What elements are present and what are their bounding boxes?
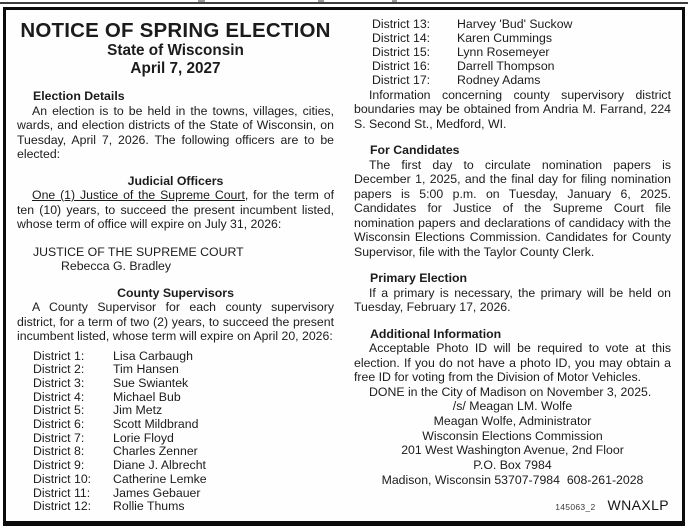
signature-line: Wisconsin Elections Commission [422,428,603,443]
supreme-court-office-line: JUSTICE OF THE SUPREME COURT [33,244,244,259]
district-candidate-name: Karen Cummings [457,30,552,45]
district-candidate-name: Diane J. Albrecht [113,458,206,473]
notice-title: NOTICE OF SPRING ELECTION [20,19,331,42]
primary-election-heading: Primary Election [370,271,468,286]
district-row [33,363,334,377]
district-row [33,473,334,487]
district-row [33,432,334,446]
district-candidate-name: Lorie Floyd [113,430,174,445]
district-row [372,32,671,46]
judicial-officers-body-rest: , for the term of ten (10) years, to succeed the present incumbent listed, whose term of office will expire on July 31, 2026: [17,188,334,231]
district-row [33,459,334,473]
district-label: District 3: [33,375,85,390]
district-label: District 6: [33,417,85,432]
district-row [372,18,671,32]
district-label: District 2: [33,362,85,377]
election-details-heading: Election Details [33,89,125,103]
district-label: District 1: [33,348,85,363]
supreme-court-incumbent: Rebecca G. Bradley [61,259,172,273]
district-row [372,46,671,60]
district-label: District 7: [33,430,85,445]
district-row [33,418,334,432]
election-details-body: An election is to be held in the towns, villages, cities, wards, and election districts of the State of Wisconsin, on Tuesday, April 7, 2026. The following officers are to be elected: [17,103,334,161]
notice-border-box [3,7,685,526]
district-candidate-name: Michael Bub [113,389,181,404]
district-row [372,60,671,74]
for-candidates-body: The first day to circulate nomination papers is December 1, 2025, and the final day for filing nomination papers is 5:00 p.m. on Tuesday, January 6, 2025. Candidates for Justice of the Supreme Court file nomination papers and declarations of candidacy with the Wisconsin Elections Commission. Candidates for County Supervisor, file with the Taylor County Clerk. [354,157,671,259]
district-label: District 13: [372,17,431,31]
district-candidate-name: Jim Metz [113,403,163,418]
district-label: District 17: [372,72,431,87]
district-row [33,404,334,418]
district-row [33,391,334,405]
district-label: District 15: [372,44,431,59]
district-row [33,350,334,364]
district-label: District 10: [33,471,92,486]
district-row [33,377,334,391]
for-candidates-heading: For Candidates [370,143,460,158]
signature-line: 201 West Washington Avenue, 2nd Floor [401,443,624,458]
signature-line: Meagan Wolfe, Administrator [433,413,592,428]
top-rule-divider [0,2,688,4]
signature-line: P.O. Box 7984 [473,458,552,473]
notice-date: April 7, 2027 [130,59,221,77]
district-candidate-name: Catherine Lemke [113,471,207,486]
district-row [33,487,334,501]
judicial-officers-body [17,188,334,232]
district-label: District 9: [33,458,85,473]
district-candidate-name: Scott Mildbrand [113,417,199,432]
additional-information-heading: Additional Information [370,326,502,341]
district-label: District 5: [33,403,85,418]
district-candidate-name: Lynn Rosemeyer [457,44,550,59]
district-candidate-name: Harvey 'Bud' Suckow [457,17,573,31]
district-candidate-name: Rodney Adams [457,72,541,87]
district-candidate-name: Rollie Thums [113,499,185,514]
primary-election-body: If a primary is necessary, the primary will be held on Tuesday, February 17, 2026. [354,285,671,315]
left-column [17,17,334,517]
district-row [372,74,671,88]
right-column [354,17,671,517]
district-candidate-name: Lisa Carbaugh [113,348,193,363]
district-row [33,445,334,459]
signature-line: Madison, Wisconsin 53707-7984 608-261-2028 [381,473,644,488]
district-label: District 8: [33,444,85,459]
county-supervisors-heading: County Supervisors [117,285,234,300]
district-candidate-name: Charles Zenner [113,444,198,459]
district-label: District 12: [33,499,92,514]
judicial-officers-heading: Judicial Officers [127,173,224,188]
district-label: District 4: [33,389,85,404]
district-label: District 16: [372,58,431,73]
district-label: District 11: [33,485,91,500]
district-candidate-name: Darrell Thompson [457,58,555,73]
done-line: DONE in the City of Madison on November 3, 2025. [369,384,652,399]
signature-line: /s/ Meagan LM. Wolfe [452,399,573,414]
ad-id: 145063_2 [555,501,596,512]
judicial-officers-underlined-phrase: One (1) Justice of the Supreme Court [32,188,245,202]
footer-row [354,498,671,518]
signature-block [354,399,671,488]
district-list-13-17 [354,18,671,88]
boundaries-note: Information concerning county supervisory district boundaries may be obtained from Andria M. Farrand, 224 S. Second St., Medford, WI. [354,87,671,131]
district-candidate-name: James Gebauer [113,485,201,500]
district-label: District 14: [372,30,431,45]
additional-information-body: Acceptable Photo ID will be required to vote at this election. If you do not have a photo ID, you may obtain a free ID for voting from the Division of Motor Vehicles. [354,341,671,385]
district-candidate-name: Tim Hansen [113,362,179,377]
district-row [33,500,334,514]
wnaxlp-tag: WNAXLP [607,496,669,513]
notice-state: State of Wisconsin [107,42,244,59]
district-list-1-12 [17,350,334,514]
district-candidate-name: Sue Swiantek [113,375,189,390]
county-supervisors-body: A County Supervisor for each county supervisory district, for a term of two (2) years, to succeed the present incumbent listed, whose term will expire on April 20, 2026: [17,300,334,343]
